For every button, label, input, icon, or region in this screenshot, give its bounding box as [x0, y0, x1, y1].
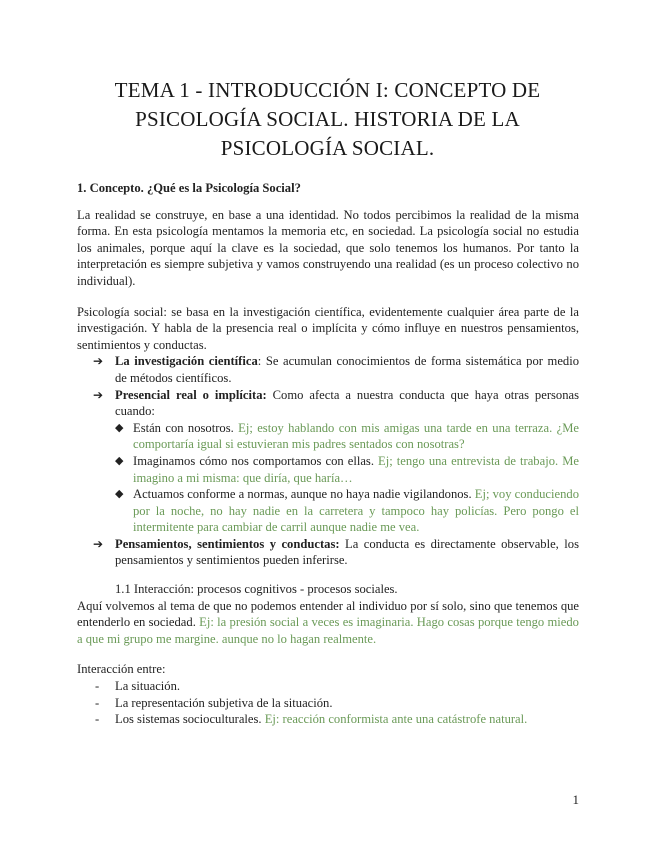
list-item-text: Los sistemas socioculturales. — [115, 712, 265, 727]
example-text: Ej: la presión social a veces es imaginaria. Hago cosas porque tengo miedo a que mi grupo me margine. aunque no lo hagan realmente. — [77, 615, 579, 646]
paragraph — [77, 598, 579, 648]
list-item-text: : Se acumulan conocimientos de forma sistemática por medio de métodos científicos. — [115, 354, 579, 385]
arrow-icon: ➔ — [93, 387, 104, 402]
title-line: PSICOLOGÍA SOCIAL. — [220, 136, 435, 160]
list-item — [115, 486, 579, 536]
list-item — [93, 353, 579, 386]
list-item-text: Actuamos conforme a normas, aunque no haya nadie vigilandonos. — [133, 487, 475, 502]
dash-bullet-list — [77, 678, 579, 728]
example-text: Ej: reacción conformista ante una catástrofe natural. — [264, 712, 528, 727]
list-intro: Interacción entre: — [77, 662, 166, 677]
bold-term: La investigación científica — [115, 354, 258, 369]
title-line: TEMA 1 - INTRODUCCIÓN I: CONCEPTO DE — [114, 78, 541, 102]
list-item — [115, 453, 579, 486]
arrow-icon: ➔ — [93, 536, 104, 551]
diamond-icon: ◆ — [115, 420, 124, 434]
list-item-text: Como afecta a nuestra conducta que haya otras personas cuando: — [115, 387, 579, 419]
diamond-icon: ◆ — [115, 487, 124, 501]
dash-icon: - — [95, 712, 100, 727]
list-item — [95, 678, 579, 695]
paragraph-text: Aquí volvemos al tema de que no podemos entender al individuo por sí solo, sino que tenemos que entenderlo en sociedad. — [77, 598, 579, 630]
title-line: PSICOLOGÍA SOCIAL. HISTORIA DE LA — [135, 107, 520, 131]
example-text: Ej; voy conduciendo por la noche, no hay nadie en la carretera y tampoco hay policías. Pero pongo el intermitente para cambiar de carril aunque nadie me vea. — [133, 487, 579, 535]
list-item — [115, 420, 579, 453]
list-item — [95, 695, 579, 712]
paragraph: La realidad se construye, en base a una identidad. No todos percibimos la realidad de la misma forma. En esta psicología mentamos la memoria etc, en sociedad. La psicología social no estudia los animales, porque aquí la clave es la sociedad, que solo tenemos los humanos. Por tanto la interpretación es siempre subjetiva y vamos construyendo una realidad (es un proceso colectivo no individual). — [77, 207, 579, 288]
list-item-text: Están con nosotros. — [133, 420, 239, 435]
section-heading: 1. Concepto. ¿Qué es la Psicología Social? — [77, 181, 301, 195]
bold-term: Pensamientos, sentimientos y conductas: — [115, 536, 340, 551]
example-text: Ej; estoy hablando con mis amigas una tarde en una terraza. ¿Me comportaría igual si estuvieran mis padres sentados con nosotras? — [133, 420, 579, 452]
example-text: Ej; tengo una entrevista de trabajo. Me imagino a mi misma: que diría, que haría… — [133, 453, 579, 485]
document-title — [60, 76, 595, 163]
paragraph: Psicología social: se basa en la investigación científica, evidentemente cualquier área parte de la investigación. Y habla de la presencia real o implícita y cómo influye en nuestros pensamientos, sentimientos y conductas. — [77, 304, 579, 352]
list-item — [93, 387, 579, 420]
list-item — [93, 536, 579, 569]
list-item-text: Imaginamos cómo nos comportamos con ellas. — [133, 453, 379, 468]
arrow-bullet-list — [77, 536, 579, 569]
list-item-text: La situación. — [115, 679, 181, 694]
diamond-icon: ◆ — [115, 453, 124, 467]
arrow-bullet-list — [77, 353, 579, 419]
list-item — [95, 711, 579, 728]
dash-icon: - — [95, 679, 100, 694]
document-body — [77, 180, 579, 728]
page-number: 1 — [572, 792, 579, 807]
list-item-text: La conducta es directamente observable, los pensamientos y sentimientos pueden inferirse. — [115, 536, 579, 568]
subsection-heading: 1.1 Interacción: procesos cognitivos - procesos sociales. — [115, 582, 398, 597]
bold-term: Presencial real o implícita: — [115, 387, 267, 402]
dash-icon: - — [95, 695, 100, 710]
list-item-text: La representación subjetiva de la situación. — [115, 695, 333, 710]
diamond-bullet-list — [77, 420, 579, 536]
arrow-icon: ➔ — [93, 354, 104, 369]
